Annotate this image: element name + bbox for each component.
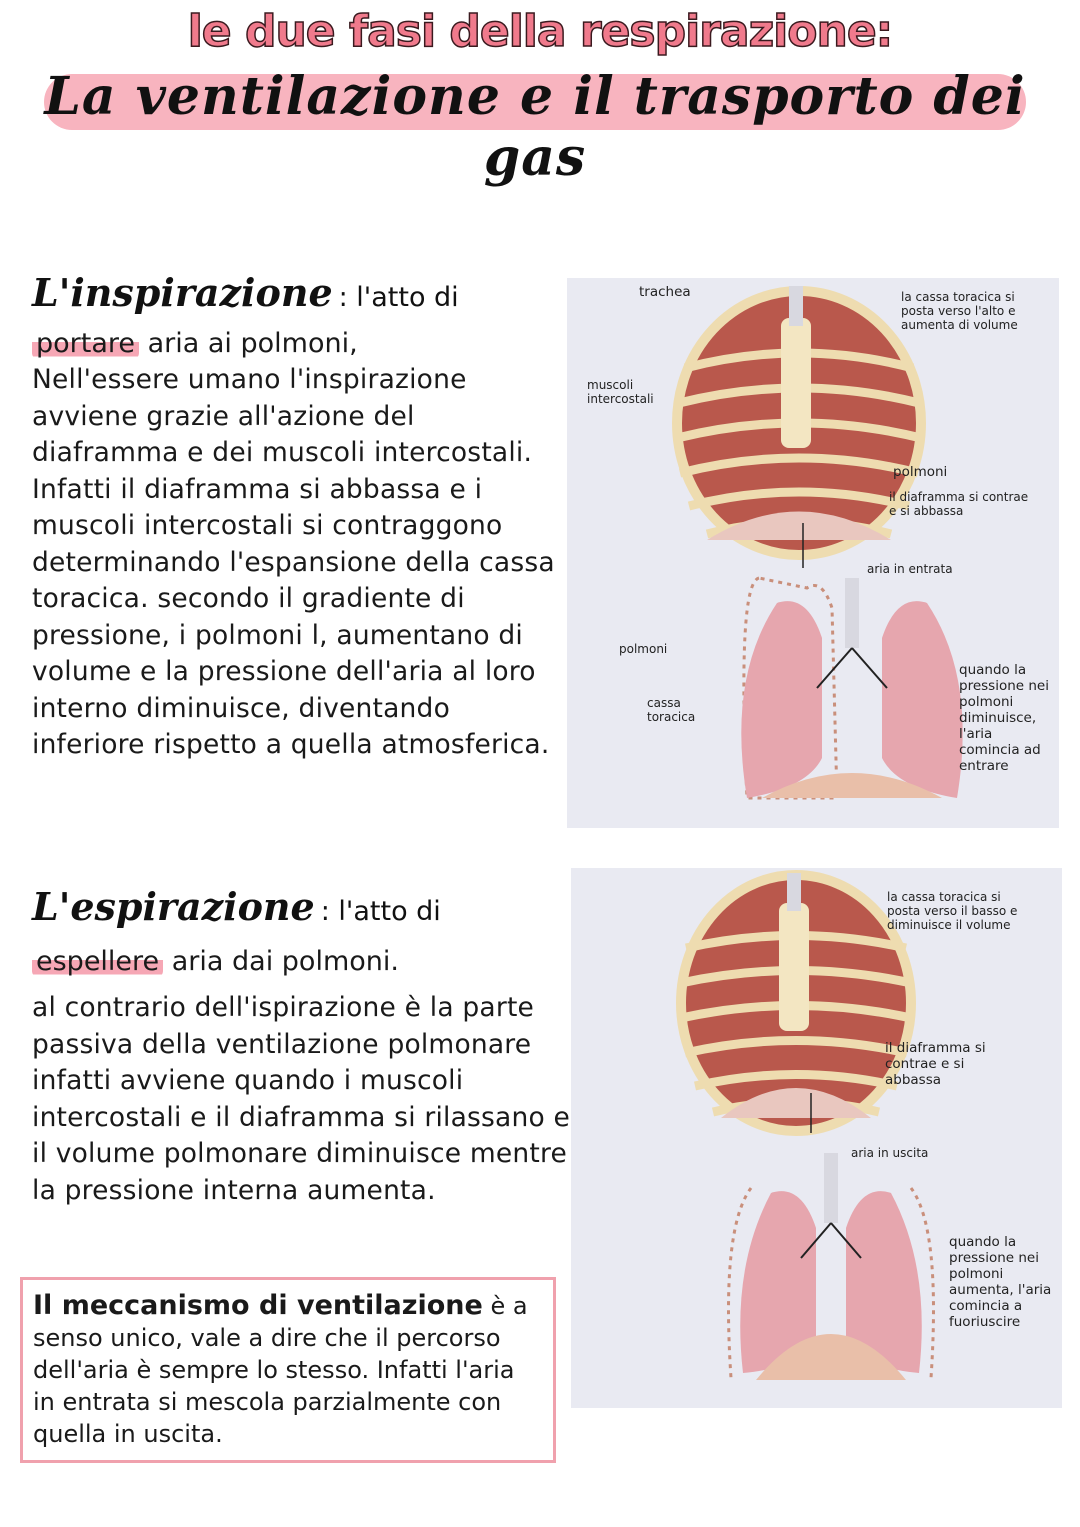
- label-ribcage-down: la cassa toracica si posta verso il basso e diminuisce il volume: [887, 890, 1018, 932]
- inspiration-heading-title: L'inspirazione: [32, 270, 333, 315]
- label-intercostal-muscles: muscoli intercostali: [587, 378, 654, 406]
- inspiration-highlight: portare: [32, 328, 139, 359]
- label-air-out: aria in uscita: [851, 1146, 929, 1160]
- expiration-heading-suffix: : l'atto di: [320, 896, 441, 927]
- ribcage-expanded: [677, 286, 921, 555]
- expiration-lead-rest: aria dai polmoni.: [163, 946, 399, 977]
- expiration-heading: [32, 884, 441, 929]
- inspiration-figure: [567, 278, 1059, 828]
- inspiration-lead: [32, 326, 358, 362]
- inspiration-heading-suffix: : l'atto di: [338, 282, 459, 313]
- title-line-1: le due fasi della respirazione:: [187, 6, 893, 57]
- expiration-lead: [32, 944, 399, 980]
- label-diaphragm: il diaframma si contrae e si abbassa: [889, 490, 1029, 518]
- label-ribcage: cassa toracica: [647, 696, 696, 724]
- expiration-heading-title: L'espirazione: [32, 884, 315, 929]
- inspiration-body: Nell'essere umano l'inspirazione avviene grazie all'azione del diaframma e dei muscoli intercostali. Infatti il diaframma si abbassa e i muscoli intercostali si contraggono determinando l'espansione della cassa toracica. secondo il gradiente di pressione, i polmoni l, aumentano di volume e la pressione dell'aria al loro interno diminuisce, diventando inferiore rispetto a quella atmosferica.: [32, 364, 555, 760]
- label-trachea: trachea: [639, 284, 691, 300]
- lungs-expiration: [729, 1153, 934, 1380]
- label-lungs-lower: polmoni: [619, 642, 668, 656]
- inspiration-heading: [32, 270, 459, 315]
- ventilation-note: [20, 1277, 556, 1463]
- label-ribcage-up: la cassa toracica si posta verso l'alto e aumenta di volume: [901, 290, 1018, 332]
- ribcage-contracted: [681, 873, 911, 1131]
- expiration-figure: [571, 868, 1062, 1408]
- label-air-in: aria in entrata: [867, 562, 953, 576]
- lungs-inspiration: [741, 578, 962, 798]
- inspiration-lead-rest: aria ai polmoni,: [139, 328, 358, 359]
- label-lungs: polmoni: [893, 464, 948, 480]
- note-lead: Il meccanismo di ventilazione: [33, 1290, 483, 1321]
- label-pressure-in: quando la pressione nei polmoni diminuisce, l'aria comincia ad entrare: [959, 662, 1049, 774]
- label-diaphragm-exp: il diaframma si contrae e si abbassa: [885, 1040, 986, 1088]
- expiration-body: al contrario dell'ispirazione è la parte passiva della ventilazione polmonare infatti avviene quando i muscoli intercostali e il diaframma si rilassano e il volume polmonare diminuisce mentre la pressione interna aumenta.: [32, 992, 571, 1206]
- label-pressure-out: quando la pressione nei polmoni aumenta, l'aria comincia a fuoriuscire: [949, 1234, 1052, 1330]
- title-line-2: La ventilazione e il trasporto dei gas: [44, 66, 1026, 188]
- expiration-highlight: espellere: [32, 946, 163, 977]
- note-rest: è a senso unico, vale a dire che il percorso dell'aria è sempre lo stesso. Infatti l'aria in entrata si mescola parzialmente con quella in uscita.: [33, 1292, 528, 1448]
